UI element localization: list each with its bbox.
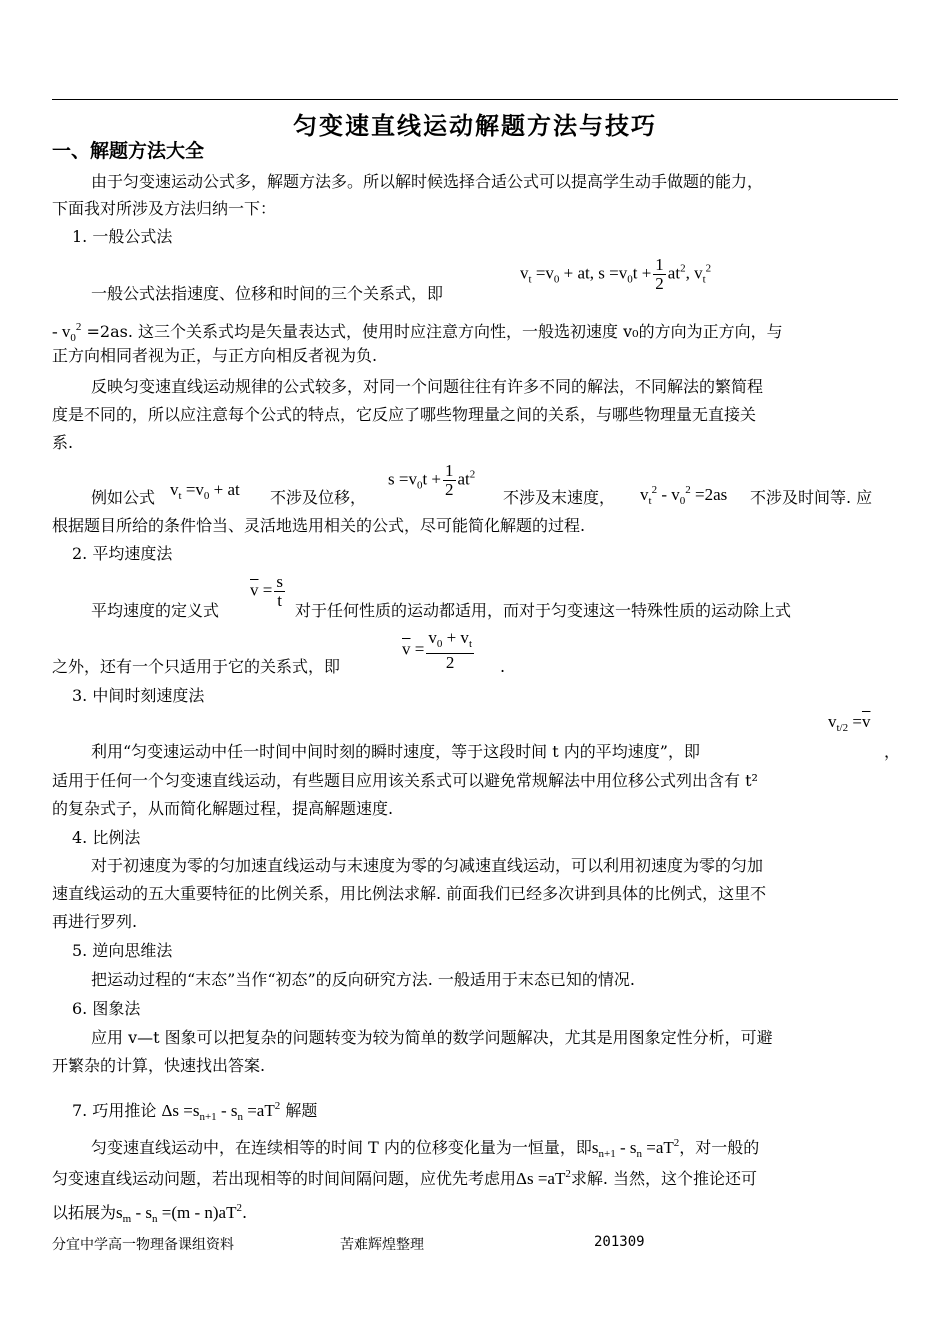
method-7-heading: [72, 1096, 317, 1127]
method-6-line-1: 应用 v—t 图象可以把复杂的问题转变为较为简单的数学问题解决，尤其是用图象定性分析，可避: [91, 1028, 773, 1047]
footer-source: 分宜中学高一物理备课组资料: [52, 1237, 234, 1253]
formula-delta-s: $\Delta s =s_{n+1} - s_n =aT^2$: [161, 1100, 281, 1123]
method-3-text-a: 利用“匀变速运动中任一时间中间时刻的瞬时速度，等于这段时间 t 内的平均速度”，即: [91, 742, 700, 761]
method-1-text-b-body: =2as. 这三个关系式均是矢量表达式，使用时应注意方向性，一般选初速度 v₀的方向为正方向，与: [86, 322, 783, 341]
intro-line-1: 由于匀变速运动公式多，解题方法多。所以解时候选择合适公式可以提高学生动手做题的能力，: [91, 172, 764, 191]
method-7-text-a: 匀变速直线运动中，在连续相等的时间 T 内的位移变化量为一恒量，即$s_{n+1} - s_n =aT^2$，对一般的: [91, 1137, 760, 1160]
method-3-text-b: ，: [884, 742, 901, 761]
method-3-heading: 3. 中间时刻速度法: [72, 686, 205, 705]
method-2-heading: 2. 平均速度法: [72, 544, 173, 563]
method-7-text-e-body: 以拓展为: [52, 1203, 117, 1222]
method-3-text-c: 适用于任何一个匀变速直线运动，有些题目应用该关系式可以避免常规解法中用位移公式列出含有 t²: [52, 771, 758, 790]
formula-average-velocity-def: $\overline{v}$ = $\frac{s}{t}$: [250, 572, 283, 610]
method-1-example-a: 例如公式: [91, 488, 156, 507]
formula-average-velocity: $\overline{v}$ = $\frac{v_0 + v_t}{2}$: [402, 628, 472, 672]
method-1-text-a: 一般公式法指速度、位移和时间的三个关系式，即: [91, 284, 444, 303]
method-2-text-c: 之外，还有一个只适用于它的关系式，即: [52, 657, 341, 676]
method-6-heading: 6. 图象法: [72, 999, 141, 1018]
method-1-example-b: 不涉及位移，: [270, 488, 367, 507]
method-5-heading: 5. 逆向思维法: [72, 941, 173, 960]
method-7-heading-a: 7. 巧用推论: [72, 1101, 157, 1120]
method-7-text-c-body: 匀变速直线运动问题，若出现相等的时间间隔问题，应优先考虑用: [52, 1169, 517, 1188]
header-rule: [52, 99, 898, 100]
formula-midtime-velocity: $v_{t/2} =\overline{v}$: [828, 712, 871, 734]
footer-editor: 苦难辉煌整理: [340, 1237, 424, 1253]
method-7-text-e: 以拓展为$s_m - s_n =(m - n)aT^2$.: [52, 1202, 248, 1225]
method-3-text-d: 的复杂式子，从而简化解题过程，提高解题速度.: [52, 799, 394, 818]
page-title: 匀变速直线运动解题方法与技巧: [293, 111, 657, 140]
formula-velocity-displacement: $v_t^2 - v_0^2 =2as$: [640, 484, 728, 507]
formula-velocity: $v_t =v_0$ + at: [170, 480, 240, 502]
method-5-text: 把运动过程的“末态”当作“初态”的反向研究方法. 一般适用于末态已知的情况.: [91, 970, 635, 989]
method-7-text-c: 匀变速直线运动问题，若出现相等的时间间隔问题，应优先考虑用$\Delta s =aT^2$求解. 当然，这个推论还可: [52, 1168, 758, 1188]
formula-displacement: $s =v_0t$ + $\frac{1}{2}$ $at^2$: [388, 461, 476, 499]
method-2-text-a: 平均速度的定义式: [91, 601, 220, 620]
method-2-text-b: 对于任何性质的运动都适用，而对于匀变速这一特殊性质的运动除上式: [295, 601, 792, 620]
method-1-heading: 1. 一般公式法: [72, 227, 173, 246]
method-1-para2-line-1: 反映匀变速直线运动规律的公式较多，对同一个问题往往有许多不同的解法，不同解法的繁简程: [91, 377, 764, 396]
method-1-text-b: - $v_0^2 =2as$. 这三个关系式均是矢量表达式，使用时应注意方向性，一般选初速度 v₀的方向为正方向，与: [52, 321, 783, 344]
method-1-text-c: 正方向相同者视为正，与正方向相反者视为负.: [52, 346, 378, 365]
method-1-para2-line-2: 度是不同的，所以应注意每个公式的特点，它反应了哪些物理量之间的关系，与哪些物理量无直接关: [52, 405, 757, 424]
intro-line-2: 下面我对所涉及方法归纳一下：: [52, 199, 277, 218]
method-7-text-d: 求解. 当然，这个推论还可: [570, 1169, 758, 1188]
method-7-heading-b: 解题: [285, 1101, 318, 1120]
method-1-para2-line-3: 系.: [52, 433, 74, 452]
method-4-heading: 4. 比例法: [72, 828, 141, 847]
method-7-text-a-body: 匀变速直线运动中，在连续相等的时间 T 内的位移变化量为一恒量，即: [91, 1138, 592, 1157]
method-6-line-2: 开繁杂的计算，快速找出答案.: [52, 1056, 266, 1075]
method-4-line-3: 再进行罗列.: [52, 912, 138, 931]
method-4-line-2: 速直线运动的五大重要特征的比例关系，用比例法求解. 前面我们已经多次讲到具体的比例式，这里不: [52, 884, 767, 903]
method-7-text-f: .: [241, 1203, 248, 1222]
method-7-text-b: ，对一般的: [679, 1138, 760, 1157]
method-1-example-e: 根据题目所给的条件恰当、灵活地选用相关的公式，尽可能简化解题的过程.: [52, 516, 586, 535]
formula-kinematic-set: $v_t =v_0$ + at, $s =v_0t$ + $\frac{1}{2}$ $at^2$, $v_t^2$: [520, 255, 712, 293]
footer-date: 201309: [594, 1234, 645, 1250]
method-1-example-d: 不涉及时间等. 应: [750, 488, 873, 507]
section-heading: 一、解题方法大全: [52, 140, 205, 162]
method-1-example-c: 不涉及末速度，: [503, 488, 616, 507]
method-4-line-1: 对于初速度为零的匀加速直线运动与末速度为零的匀减速直线运动，可以利用初速度为零的匀加: [91, 856, 764, 875]
method-2-text-d: .: [500, 657, 506, 676]
